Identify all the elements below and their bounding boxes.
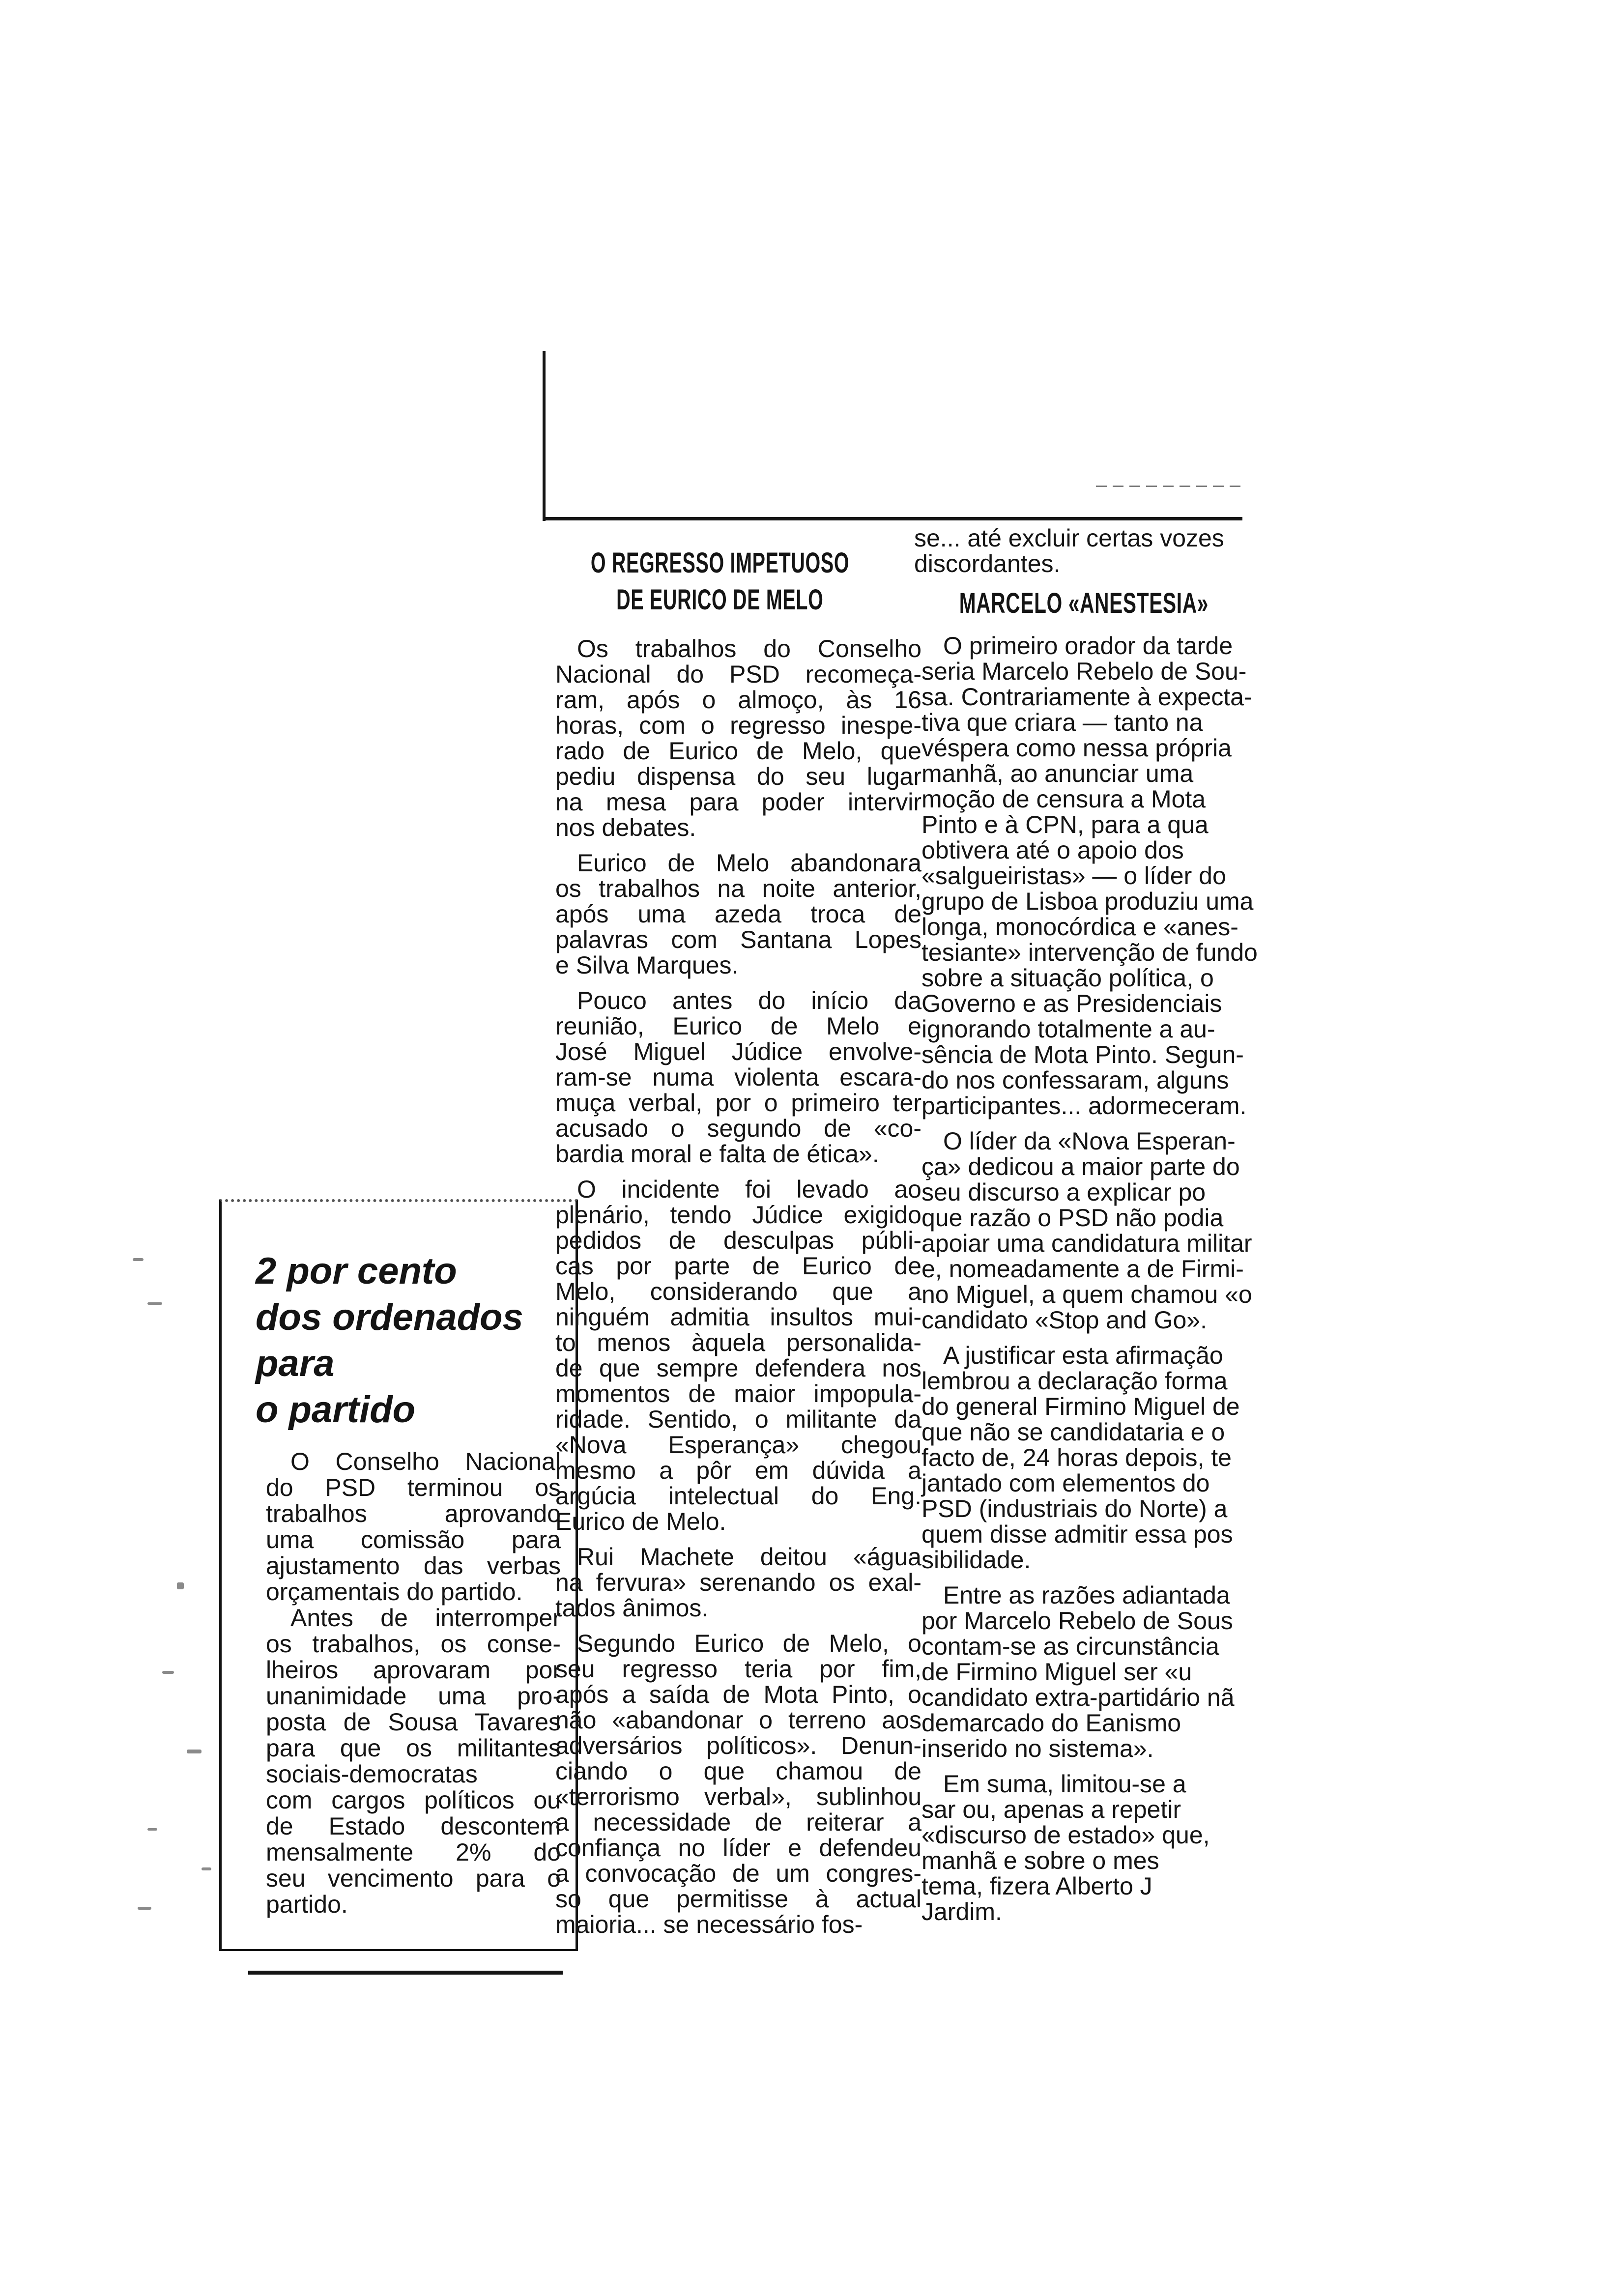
paragraph <box>266 1605 561 1918</box>
text-line: ça» dedicou a maior parte do <box>921 1153 1240 1180</box>
text-line: O líder da «Nova Esperan- <box>943 1127 1236 1155</box>
text-line: de Estado descontem <box>266 1812 561 1840</box>
text-line: que razão o PSD não podia <box>921 1204 1224 1232</box>
sidebar-headline-line: para <box>256 1343 335 1384</box>
text-line: se... até excluir certas vozes <box>914 524 1224 552</box>
left-article-body <box>555 636 921 1937</box>
text-line: Governo e as Presidenciais <box>921 990 1222 1017</box>
text-line: pediu dispensa do seu lugar <box>555 763 921 790</box>
text-line: lheiros aprovaram por <box>266 1656 561 1684</box>
text-line: inserido no sistema». <box>921 1735 1154 1762</box>
paragraph <box>555 1544 921 1621</box>
text-line: manhã, ao anunciar uma <box>921 760 1194 787</box>
right-article-subheading <box>838 586 1329 621</box>
text-line: Entre as razões adiantada <box>943 1581 1230 1609</box>
text-line: O Conselho Nacional <box>290 1448 561 1475</box>
text-line: sobre a situação política, o <box>921 964 1214 992</box>
text-line: cas por parte de Eurico de <box>555 1252 921 1280</box>
text-line: seu regresso teria por fim, <box>555 1655 921 1683</box>
text-line: do general Firmino Miguel de <box>921 1393 1240 1420</box>
scan-speck <box>133 1258 144 1261</box>
text-line: José Miguel Júdice envolve- <box>555 1038 921 1065</box>
paragraph <box>555 1177 921 1534</box>
paragraph <box>555 988 921 1167</box>
text-line: momentos de maior impopula- <box>555 1380 921 1407</box>
text-line: discordantes. <box>914 550 1061 577</box>
paragraph <box>266 1449 561 1605</box>
text-line: Pinto e à CPN, para a qua <box>921 811 1209 838</box>
text-line: Jardim. <box>921 1898 1002 1925</box>
text-line: e, nomeadamente a de Firmi- <box>921 1255 1244 1283</box>
text-line: Os trabalhos do Conselho <box>577 635 921 662</box>
text-line: Pouco antes do início da <box>577 987 921 1014</box>
text-line: acusado o segundo de «co- <box>555 1115 921 1142</box>
text-line: maioria... se necessário fos- <box>555 1911 863 1938</box>
text-line: apoiar uma candidatura militar <box>921 1230 1252 1257</box>
text-line: jantado com elementos do <box>921 1469 1210 1497</box>
text-line: moção de censura a Mota <box>921 785 1206 813</box>
text-line: participantes... adormeceram. <box>921 1092 1247 1119</box>
scan-speck <box>162 1671 174 1674</box>
text-line: Eurico de Melo. <box>555 1508 726 1535</box>
text-line: so que permitisse à actual <box>555 1885 921 1913</box>
text-line: ajustamento das verbas <box>266 1552 561 1579</box>
text-line: «salgueiristas» — o líder do <box>921 862 1226 890</box>
right-article-body <box>921 633 1295 1924</box>
text-line: sibilidade. <box>921 1546 1031 1574</box>
text-line: Antes de interromper <box>290 1604 561 1632</box>
text-line: tema, fizera Alberto J <box>921 1872 1152 1900</box>
text-line: ram, após o almoço, às 16 <box>555 686 921 714</box>
text-line: unanimidade uma pro- <box>266 1682 561 1710</box>
text-line: facto de, 24 horas depois, te <box>921 1444 1232 1471</box>
text-line: demarcado do Eanismo <box>921 1709 1181 1737</box>
subheading-text: MARCELO «ANESTESIA» <box>959 587 1209 619</box>
scan-speck <box>147 1828 157 1831</box>
faint-scan-line <box>1096 486 1243 487</box>
text-line: «terrorismo verbal», sublinhou <box>555 1783 921 1810</box>
paragraph <box>555 636 921 840</box>
text-line: orçamentais do partido. <box>266 1578 523 1606</box>
scan-speck <box>187 1750 202 1753</box>
right-article-continuation <box>914 525 1288 576</box>
text-line: ignorando totalmente a au- <box>921 1015 1215 1043</box>
text-line: sar ou, apenas a repetir <box>921 1796 1181 1823</box>
text-line: de Firmino Miguel ser «u <box>921 1658 1192 1686</box>
text-line: posta de Sousa Tavares <box>266 1708 561 1736</box>
headline-line: O REGRESSO IMPETUOSO <box>590 547 850 579</box>
text-line: ram-se numa violenta escara- <box>555 1063 921 1091</box>
text-line: grupo de Lisboa produziu uma <box>921 888 1254 915</box>
text-line: a necessidade de reiterar a <box>555 1808 921 1836</box>
text-line: tados ânimos. <box>555 1594 709 1622</box>
sidebar-headline-line: dos ordenados <box>256 1296 523 1338</box>
text-line: horas, com o regresso inespe- <box>555 712 921 739</box>
text-line: «discurso de estado» que, <box>921 1821 1210 1849</box>
text-line: sociais-democratas <box>266 1760 478 1788</box>
text-line: O primeiro orador da tarde <box>943 632 1233 660</box>
text-line: «Nova Esperança» chegou <box>555 1431 921 1459</box>
scan-speck <box>138 1907 151 1910</box>
text-line: após a saída de Mota Pinto, o <box>555 1681 921 1708</box>
text-line: a convocação de um congres- <box>555 1860 921 1887</box>
text-line: confiança no líder e defendeu <box>555 1834 921 1862</box>
text-line: e Silva Marques. <box>555 951 739 979</box>
text-line: candidato extra-partidário nã <box>921 1684 1235 1711</box>
paragraph <box>921 633 1295 1119</box>
text-line: tiva que criara — tanto na <box>921 709 1203 736</box>
text-line: sa. Contrariamente à expecta- <box>921 683 1252 711</box>
text-line: quem disse admitir essa pos <box>921 1521 1233 1548</box>
paragraph <box>921 1128 1295 1333</box>
text-line: bardia moral e falta de ética». <box>555 1140 879 1168</box>
text-line: PSD (industriais do Norte) a <box>921 1495 1228 1522</box>
headline-line: DE EURICO DE MELO <box>616 584 824 616</box>
text-line: contam-se as circunstância <box>921 1633 1219 1660</box>
text-line: Nacional do PSD recomeça- <box>555 660 921 688</box>
scan-speck <box>202 1867 211 1870</box>
text-line: obtivera até o apoio dos <box>921 836 1184 864</box>
text-line: do nos confessaram, alguns <box>921 1066 1229 1094</box>
text-line: ciando o que chamou de <box>555 1757 921 1785</box>
clipping-frame-horizontal-line <box>543 517 1242 520</box>
text-line: seria Marcelo Rebelo de Sou- <box>921 658 1247 685</box>
sidebar-bottom-rule <box>248 1971 563 1975</box>
text-line: pedidos de desculpas públi- <box>555 1227 921 1254</box>
text-line: véspera como nessa própria <box>921 734 1232 762</box>
text-line: A justificar esta afirmação <box>943 1342 1223 1369</box>
text-line: palavras com Santana Lopes <box>555 926 921 953</box>
text-line: Rui Machete deitou «água <box>577 1543 921 1571</box>
text-line: para que os militantes <box>266 1734 561 1762</box>
text-line: após uma azeda troca de <box>555 900 921 928</box>
text-line: Segundo Eurico de Melo, o <box>577 1630 921 1657</box>
text-line: mesmo a pôr em dúvida a <box>555 1457 921 1484</box>
text-line: sência de Mota Pinto. Segun- <box>921 1041 1244 1068</box>
paragraph <box>555 850 921 978</box>
text-line: Em suma, limitou-se a <box>943 1770 1186 1798</box>
text-line: nos debates. <box>555 814 696 841</box>
text-line: na fervura» serenando os exal- <box>555 1569 921 1596</box>
text-line: de que sempre defendera nos <box>555 1354 921 1382</box>
text-line: Melo, considerando que a <box>555 1278 921 1305</box>
text-line: candidato «Stop and Go». <box>921 1306 1208 1334</box>
text-line: Eurico de Melo abandonara <box>577 849 921 877</box>
text-line: do PSD terminou os <box>266 1474 561 1501</box>
text-line: os trabalhos, os conse- <box>266 1630 561 1658</box>
sidebar-headline-line: 2 por cento <box>256 1250 457 1292</box>
paragraph <box>921 1582 1295 1761</box>
text-line: não «abandonar o terreno aos <box>555 1706 921 1734</box>
text-line: plenário, tendo Júdice exigido <box>555 1201 921 1229</box>
paragraph <box>921 1343 1295 1573</box>
text-line: os trabalhos na noite anterior, <box>555 875 921 902</box>
text-line: por Marcelo Rebelo de Sous <box>921 1607 1233 1635</box>
text-line: O incidente foi levado ao <box>577 1176 921 1203</box>
text-line: lembrou a declaração forma <box>921 1367 1228 1395</box>
text-line: manhã e sobre o mes <box>921 1847 1159 1874</box>
paragraph <box>921 1771 1295 1924</box>
sidebar-body <box>266 1449 561 1918</box>
text-line: uma comissão para <box>266 1526 561 1553</box>
sidebar-headline <box>256 1248 523 1433</box>
text-line: na mesa para poder intervir <box>555 788 921 816</box>
text-line: seu discurso a explicar po <box>921 1178 1206 1206</box>
text-line: reunião, Eurico de Melo e <box>555 1012 921 1040</box>
clipping-frame-vertical-line <box>543 351 546 521</box>
text-line: que não se candidataria e o <box>921 1418 1225 1446</box>
text-line: muça verbal, por o primeiro ter <box>555 1089 921 1117</box>
scan-speck <box>177 1582 184 1589</box>
text-line: ridade. Sentido, o militante da <box>555 1406 921 1433</box>
sidebar-headline-line: o partido <box>256 1389 416 1431</box>
paragraph <box>555 1631 921 1937</box>
text-line: rado de Eurico de Melo, que <box>555 737 921 765</box>
text-line: to menos àquela personalida- <box>555 1329 921 1356</box>
text-line: partido. <box>266 1891 348 1918</box>
text-line: longa, monocórdica e «anes- <box>921 913 1238 941</box>
text-line: argúcia intelectual do Eng. <box>555 1482 921 1510</box>
text-line: no Miguel, a quem chamou «o <box>921 1281 1252 1308</box>
text-line: tesiante» intervenção de fundo <box>921 939 1258 966</box>
text-line: seu vencimento para o <box>266 1865 561 1892</box>
text-line: trabalhos aprovando <box>266 1500 561 1527</box>
text-line: adversários políticos». Denun- <box>555 1732 921 1759</box>
text-line: ninguém admitia insultos mui- <box>555 1303 921 1331</box>
text-line: mensalmente 2% do <box>266 1838 561 1866</box>
text-line: com cargos políticos ou <box>266 1786 561 1814</box>
scan-speck <box>147 1302 162 1305</box>
